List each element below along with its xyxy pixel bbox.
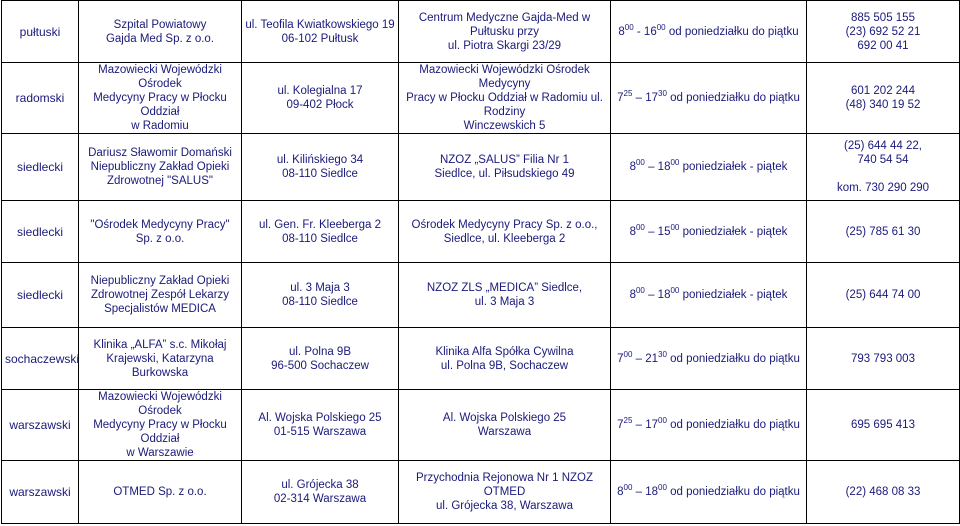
service-place-cell	[399, 63, 611, 134]
county-name: siedlecki	[16, 160, 64, 174]
service-place-line: Klinika Alfa Spółka Cywilna	[435, 345, 574, 358]
opening-hours-cell	[611, 63, 807, 134]
service-place-cell	[399, 263, 611, 328]
provider-address-line: 06-102 Pułtusk	[281, 32, 359, 45]
county-name: pułtuski	[19, 24, 61, 39]
hours-to-hour: 15	[657, 225, 671, 238]
provider-name-line: Specjalistów MEDICA	[104, 303, 216, 315]
hours-separator: –	[632, 486, 646, 498]
hours-to-hour: 18	[657, 161, 671, 173]
phone-cell	[807, 134, 960, 201]
provider-name-line: Krajewski, Katarzyna Burkowska	[106, 352, 214, 379]
service-place-line: ul. Grójecka 38, Warszawa	[436, 500, 573, 512]
provider-address-cell	[242, 1, 399, 63]
provider-address-cell	[242, 263, 399, 328]
hours-to-minutes: 00	[658, 416, 667, 426]
phone-cell	[807, 201, 960, 263]
clinics-table	[1, 0, 960, 524]
service-place-line: Przychodnia Rejonowa Nr 1 NZOZ OTMED	[415, 472, 594, 498]
phone-line: 793 793 003	[851, 352, 915, 365]
service-place-cell	[399, 328, 611, 390]
provider-address-cell	[242, 328, 399, 390]
hours-from-minutes: 00	[635, 222, 645, 232]
provider-name-line: Niepubliczny Zakład Opieki	[90, 275, 230, 287]
provider-name-cell	[79, 263, 242, 328]
service-place-line: NZOZ ZLS „MEDICA” Siedlce,	[426, 282, 583, 294]
hours-from-minutes: 25	[623, 89, 633, 99]
service-place-cell	[399, 201, 611, 263]
hours-separator: –	[644, 225, 658, 238]
county-cell	[2, 461, 79, 524]
phone-cell	[807, 461, 960, 524]
provider-address-line: ul. Polna 9B	[288, 345, 351, 358]
hours-to-hour: 18	[657, 289, 671, 301]
opening-hours-cell	[611, 134, 807, 201]
provider-name-line: Medycyny Pracy w Płocku Oddział	[93, 419, 227, 445]
hours-to-minutes: 00	[670, 158, 680, 168]
opening-hours-cell	[611, 201, 807, 263]
hours-from-hour: 8	[629, 161, 636, 173]
phone-line: 885 505 155	[851, 11, 915, 24]
provider-name-line: Sp. z o.o.	[135, 232, 185, 245]
phone-line: (25) 644 44 22,	[843, 140, 922, 152]
provider-address-line: Al. Wojska Polskiego 25	[258, 412, 382, 424]
hours-days: poniedziałek - piątek	[682, 289, 788, 301]
hours-separator: –	[632, 352, 646, 365]
table-row	[2, 63, 960, 134]
provider-address-line: ul. Gen. Fr. Kleeberga 2	[258, 218, 382, 231]
county-cell	[2, 263, 79, 328]
provider-address-line: ul. Grójecka 38	[281, 479, 359, 491]
provider-name-line: w Warszawie	[126, 447, 194, 459]
hours-from-minutes: 00	[624, 22, 634, 32]
service-place-cell	[399, 134, 611, 201]
provider-address-line: ul. Teofila Kwiatkowskiego 19	[245, 18, 395, 31]
provider-name-line: w Radomiu	[131, 120, 189, 132]
provider-address-cell	[242, 63, 399, 134]
hours-from-hour: 8	[629, 225, 636, 238]
provider-address-line: ul. 3 Maja 3	[290, 282, 350, 294]
hours-from-minutes: 00	[623, 483, 633, 493]
provider-address-line: ul. Kilińskiego 34	[276, 154, 364, 166]
provider-address-line: 02-314 Warszawa	[273, 493, 367, 505]
phone-line: (25) 785 61 30	[845, 225, 921, 238]
provider-address-cell	[242, 390, 399, 461]
county-cell	[2, 63, 79, 134]
provider-name-line: Zdrowotnej Zespół Lekarzy	[90, 289, 230, 301]
county-name: sochaczewski	[5, 351, 80, 366]
hours-separator: –	[632, 419, 646, 431]
service-place-line: ul. 3 Maja 3	[474, 296, 535, 308]
hours-days: od poniedziałku do piątku	[670, 419, 800, 431]
provider-name-line: Mazowiecki Wojewódzki Ośrodek	[98, 391, 222, 417]
table-row	[2, 1, 960, 63]
county-cell	[2, 390, 79, 461]
hours-to-minutes: 30	[658, 89, 667, 99]
hours-from-hour: 7	[617, 352, 624, 365]
provider-name-line: Niepubliczny Zakład Opieki	[90, 161, 230, 173]
county-name: radomski	[15, 91, 65, 105]
service-place-line: Siedlce, ul. Piłsudskiego 49	[434, 168, 575, 180]
county-cell	[2, 134, 79, 201]
hours-from-hour: 8	[618, 25, 625, 38]
opening-hours-cell	[611, 263, 807, 328]
service-place-line: ul. Polna 9B, Sochaczew	[440, 359, 569, 372]
table-row	[2, 263, 960, 328]
phone-cell	[807, 390, 960, 461]
service-place-line: ul. Piotra Skargi 23/29	[447, 39, 562, 52]
hours-to-minutes: 00	[658, 483, 667, 493]
hours-from-hour: 8	[629, 289, 636, 301]
hours-from-minutes: 00	[635, 286, 645, 296]
provider-address-line: 09-402 Płock	[286, 99, 354, 111]
phone-line: 601 202 244	[851, 85, 915, 97]
provider-name-cell	[79, 390, 242, 461]
table-row	[2, 201, 960, 263]
hours-separator: –	[644, 161, 658, 173]
hours-to-minutes: 00	[656, 22, 666, 32]
county-cell	[2, 201, 79, 263]
phone-line: 740 54 54	[857, 154, 909, 166]
provider-address-line: 01-515 Warszawa	[273, 426, 367, 438]
provider-name-cell	[79, 1, 242, 63]
provider-address-cell	[242, 201, 399, 263]
opening-hours-cell	[611, 1, 807, 63]
hours-to-hour: 17	[645, 92, 658, 104]
hours-from-minutes: 00	[635, 158, 645, 168]
phone-line: (48) 340 19 52	[845, 99, 921, 111]
provider-name-line: Zdrowotnej "SALUS"	[107, 175, 213, 187]
county-name: siedlecki	[16, 288, 64, 302]
service-place-line: Warszawa	[477, 426, 532, 438]
phone-line: kom. 730 290 290	[836, 182, 930, 194]
hours-days: od poniedziałku do piątku	[670, 352, 800, 365]
provider-name-line: Mazowiecki Wojewódzki Ośrodek	[98, 64, 222, 90]
service-place-cell	[399, 1, 611, 63]
hours-days: od poniedziałku do piątku	[670, 486, 800, 498]
service-place-line: Siedlce, ul. Kleeberga 2	[443, 232, 566, 245]
provider-name-cell	[79, 63, 242, 134]
hours-to-hour: 17	[645, 419, 658, 431]
hours-to-minutes: 00	[670, 286, 680, 296]
service-place-line: Al. Wojska Polskiego 25	[442, 412, 567, 424]
service-place-line: Winczewskich 5	[463, 120, 546, 132]
hours-days: od poniedziałku do piątku	[670, 92, 800, 104]
provider-name-cell	[79, 328, 242, 390]
opening-hours-cell	[611, 461, 807, 524]
provider-name-cell	[79, 134, 242, 201]
provider-address-cell	[242, 134, 399, 201]
hours-to-hour: 16	[643, 25, 657, 38]
clinics-table-body	[2, 1, 960, 524]
table-row	[2, 328, 960, 390]
provider-name-line: OTMED Sp. z o.o.	[113, 486, 207, 498]
service-place-line: Mazowiecki Wojewódzki Ośrodek Medycyny	[419, 64, 590, 90]
phone-line: (23) 692 52 21	[845, 25, 921, 38]
provider-name-line: Klinika „ALFA” s.c. Mikołaj	[93, 338, 227, 351]
hours-days: poniedziałek - piątek	[682, 161, 788, 173]
county-name: siedlecki	[16, 224, 64, 239]
phone-line: 692 00 41	[857, 39, 909, 52]
county-name: warszawski	[9, 485, 71, 499]
hours-to-minutes: 30	[658, 349, 667, 359]
hours-days: poniedziałek - piątek	[682, 225, 788, 238]
table-row	[2, 134, 960, 201]
provider-name-line: Szpital Powiatowy	[113, 18, 207, 31]
service-place-line: Centrum Medyczne Gajda-Med w Pułtusku przy	[418, 11, 591, 38]
hours-separator: –	[644, 289, 658, 301]
opening-hours-cell	[611, 390, 807, 461]
hours-to-hour: 18	[645, 486, 658, 498]
county-name: warszawski	[9, 418, 71, 432]
hours-from-minutes: 00	[623, 349, 633, 359]
provider-address-line: 08-110 Siedlce	[282, 296, 358, 308]
county-cell	[2, 1, 79, 63]
provider-name-line: "Ośrodek Medycyny Pracy"	[90, 218, 230, 231]
phone-cell	[807, 1, 960, 63]
provider-name-cell	[79, 461, 242, 524]
provider-address-line: 08-110 Siedlce	[282, 232, 358, 245]
phone-cell	[807, 328, 960, 390]
provider-name-cell	[79, 201, 242, 263]
provider-name-line: Dariusz Sławomir Domański	[88, 147, 232, 159]
provider-address-line: ul. Kolegialna 17	[277, 85, 363, 97]
service-place-line: Ośrodek Medycyny Pracy Sp. z o.o.,	[411, 218, 598, 231]
service-place-line: Pracy w Płocku Oddział w Radomiu ul. Rodziny	[406, 92, 603, 118]
phone-line: 695 695 413	[851, 419, 915, 431]
provider-address-cell	[242, 461, 399, 524]
hours-from-minutes: 25	[623, 416, 633, 426]
phone-line: (25) 644 74 00	[845, 289, 921, 301]
table-row	[2, 461, 960, 524]
phone-line	[810, 167, 956, 181]
table-row	[2, 390, 960, 461]
phone-line: (22) 468 08 33	[845, 486, 921, 498]
service-place-line: NZOZ „SALUS” Filia Nr 1	[439, 154, 570, 166]
hours-from-hour: 8	[617, 486, 624, 498]
provider-address-line: 96-500 Sochaczew	[271, 359, 369, 372]
phone-cell	[807, 263, 960, 328]
hours-from-hour: 7	[617, 419, 624, 431]
hours-to-minutes: 00	[670, 222, 680, 232]
service-place-cell	[399, 461, 611, 524]
hours-to-hour: 21	[645, 352, 658, 365]
hours-separator: –	[632, 92, 646, 104]
county-cell	[2, 328, 79, 390]
hours-separator: -	[633, 25, 644, 38]
provider-name-line: Medycyny Pracy w Płocku Oddział	[93, 92, 227, 118]
hours-from-hour: 7	[617, 92, 624, 104]
phone-cell	[807, 63, 960, 134]
opening-hours-cell	[611, 328, 807, 390]
provider-name-line: Gajda Med Sp. z o.o.	[105, 32, 215, 45]
provider-address-line: 08-110 Siedlce	[282, 168, 358, 180]
hours-days: od poniedziałku do piątku	[668, 25, 799, 38]
service-place-cell	[399, 390, 611, 461]
